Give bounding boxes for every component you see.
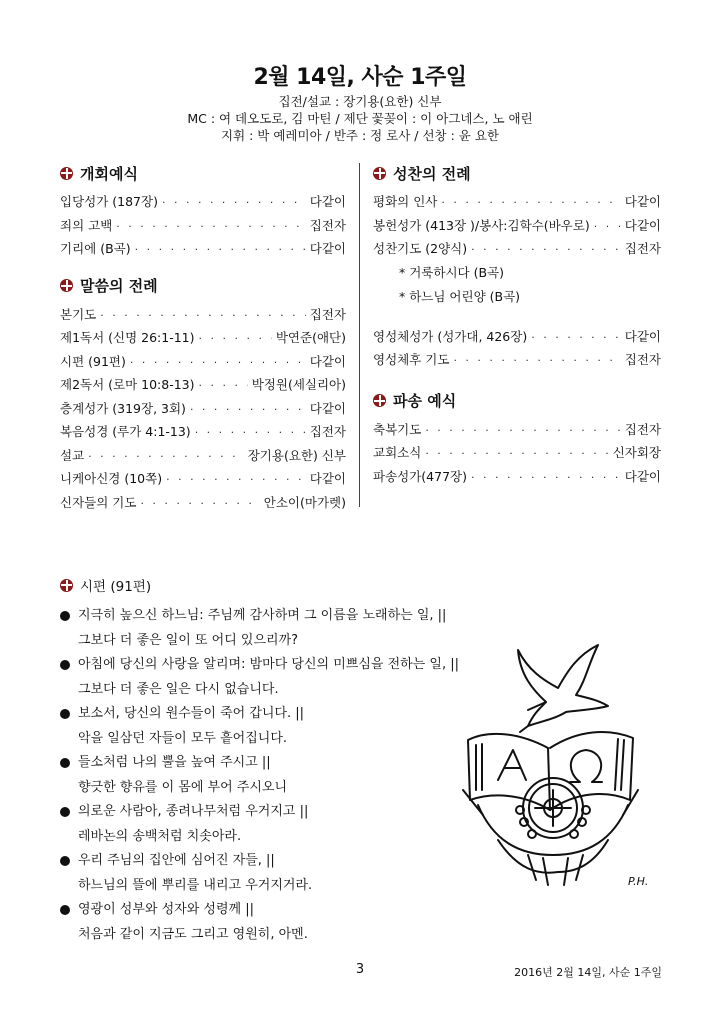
leader-dots (100, 304, 306, 328)
order-item-name: 영성체성가 (성가대, 426장) (373, 328, 528, 344)
order-item-who: 다같이 (309, 353, 346, 369)
leader-dots (531, 326, 621, 350)
credits (0, 93, 720, 144)
psalm-verse (60, 653, 480, 702)
order-item-name: 설교 (60, 447, 85, 463)
leader-dots (199, 374, 248, 398)
leader-dots (425, 419, 620, 443)
order-item-name: 성찬기도 (2양식) (373, 241, 468, 256)
section-heading (60, 273, 346, 299)
bullet-icon (60, 660, 70, 670)
order-row (373, 214, 661, 238)
section-heading (373, 388, 661, 414)
bullet-icon (60, 856, 70, 866)
verse-line-1: 아침에 당신의 사랑을 알리며: 밤마다 당신의 미쁘심을 전하는 일, || (78, 657, 459, 672)
section-heading-label: 개회예식 (80, 164, 138, 183)
order-item-who: 집전자 (624, 241, 661, 256)
order-item-name: 층계성가 (319장, 3회) (60, 400, 186, 416)
cross-icon (373, 394, 386, 407)
section-heading-label: 시편 (91편) (80, 579, 152, 595)
order-item-name: 본기도 (60, 306, 97, 322)
leader-dots (140, 492, 259, 516)
order-item-who: 박정원(세실리아) (251, 377, 346, 392)
order-item-name: 제2독서 (로마 10:8-13) (60, 377, 195, 392)
leader-dots (441, 191, 620, 215)
verse-line-1: 영광이 성부와 성자와 성령께 || (78, 902, 254, 917)
credit-line: 집전/설교 : 장기용(요한) 신부 (278, 94, 442, 109)
verse-line-1: 들소처럼 나의 뿔을 높여 주시고 || (78, 755, 271, 770)
order-item-who: 집전자 (624, 352, 661, 367)
order-item-name: 시편 (91편) (60, 353, 126, 369)
leader-dots (162, 191, 306, 215)
order-row (60, 397, 346, 421)
order-row (373, 465, 661, 489)
order-item-who: 다같이 (624, 217, 661, 233)
order-row (373, 348, 661, 372)
order-row (60, 190, 346, 214)
section-heading (60, 160, 346, 186)
order-item-who: 집전자 (309, 424, 346, 439)
order-item-name: 교회소식 (373, 445, 422, 460)
order-row (373, 441, 661, 465)
order-row (60, 467, 346, 491)
order-row (373, 418, 661, 442)
section-heading (373, 160, 661, 186)
leader-dots (88, 445, 244, 469)
leader-dots (166, 468, 306, 492)
psalm-verse (60, 849, 480, 898)
bullet-icon (60, 758, 70, 768)
verse-line-2: 그보다 더 좋은 일은 다시 없습니다. (78, 681, 279, 697)
order-row (373, 325, 661, 349)
leader-dots (116, 215, 305, 239)
section-heading-label: 파송 예식 (393, 392, 457, 410)
verse-line-1: 지극히 높으신 하느님: 주님께 감사하며 그 이름을 노래하는 일, || (78, 608, 447, 623)
psalm-section (60, 572, 480, 947)
cross-icon (373, 167, 386, 180)
order-row (373, 237, 661, 261)
bullet-icon (60, 709, 70, 719)
page-number: 3 (355, 962, 365, 977)
left-column (60, 160, 346, 514)
psalm-verse (60, 702, 480, 751)
order-item-name: 평화의 인사 (373, 194, 438, 209)
order-item-who: 안소이(마가렛) (263, 494, 346, 510)
order-item-name: 입당성가 (187장) (60, 194, 158, 209)
order-row (60, 491, 346, 515)
bullet-icon (60, 611, 70, 621)
order-row (60, 237, 346, 261)
leader-dots (471, 238, 621, 262)
order-row (60, 444, 346, 468)
right-column (373, 160, 661, 488)
leader-dots (190, 398, 306, 422)
order-item-who: 장기용(요한) 신부 (247, 447, 346, 463)
leader-dots (130, 351, 306, 375)
order-item-name: 영성체후 기도 (373, 352, 450, 367)
order-item-name: 축복기도 (373, 421, 422, 437)
credit-line: MC : 여 데오도로, 김 마틴 / 제단 꽃꽂이 : 이 아그네스, 노 애린 (187, 111, 533, 126)
cross-icon (60, 279, 73, 292)
alpha-icon (498, 750, 526, 780)
sub-item: * 거룩하시다 (B곡) (399, 264, 504, 280)
footer-date: 2016년 2월 14일, 사순 1주일 (514, 966, 662, 979)
verse-line-2: 향긋한 향유를 이 몸에 부어 주시오니 (78, 779, 288, 795)
order-row (60, 373, 346, 397)
order-item-who: 다같이 (624, 468, 661, 484)
verse-line-2: 레바논의 송백처럼 치솟아라. (78, 828, 242, 844)
order-row (60, 350, 346, 374)
leader-dots (594, 215, 621, 239)
cross-icon (60, 167, 73, 180)
order-item-who: 집전자 (309, 306, 346, 322)
order-item-name: 파송성가(477장) (373, 468, 467, 484)
leader-dots (199, 327, 272, 351)
psalm-verse (60, 751, 480, 800)
psalm-verse (60, 800, 480, 849)
order-item-who: 집전자 (309, 217, 346, 233)
verse-line-2: 그보다 더 좋은 일이 또 어디 있으리까? (78, 632, 299, 648)
verse-line-2: 하느님의 뜰에 뿌리를 내리고 우거지거라. (78, 877, 313, 893)
artist-signature: P.H. (628, 875, 649, 888)
leader-dots (195, 421, 306, 445)
psalm-verse (60, 898, 480, 947)
order-item-who: 다같이 (624, 194, 661, 209)
order-item-who: 신자회장 (612, 445, 661, 460)
page-title: 2월 14일, 사순 1주일 (253, 65, 467, 90)
leader-dots (453, 349, 620, 373)
dove-icon (518, 645, 608, 726)
order-item-who: 박연준(애단) (275, 330, 346, 345)
liturgical-illustration (458, 640, 668, 900)
order-row (60, 420, 346, 444)
order-item-who: 다같이 (309, 241, 346, 256)
order-row (373, 190, 661, 214)
psalm-verse (60, 604, 480, 653)
verse-line-1: 의로운 사람아, 종려나무처럼 우거지고 || (78, 804, 309, 819)
order-item-name: 제1독서 (신명 26:1-11) (60, 330, 195, 345)
section-heading (60, 572, 480, 598)
order-item-who: 다같이 (624, 328, 661, 344)
order-item-who: 다같이 (309, 400, 346, 416)
verse-line-2: 악을 일삼던 자들이 모두 흩어집니다. (78, 730, 288, 746)
order-item-name: 니케아신경 (10쪽) (60, 471, 163, 486)
order-row (60, 214, 346, 238)
leader-dots (425, 442, 608, 466)
order-row (60, 326, 346, 350)
cross-icon (60, 579, 73, 592)
order-item-who: 다같이 (309, 194, 346, 209)
order-item-name: 죄의 고백 (60, 217, 113, 233)
omega-icon (570, 750, 602, 782)
leader-dots (135, 238, 306, 262)
order-item-name: 봉헌성가 (413장 )/봉사:김학수(바우로) (373, 217, 590, 233)
book-icon (468, 734, 550, 810)
leader-dots (471, 466, 621, 490)
verse-line-1: 보소서, 당신의 원수들이 죽어 갑니다. || (78, 706, 305, 721)
sub-item: * 하느님 어린양 (B곡) (399, 288, 521, 304)
bullet-icon (60, 807, 70, 817)
order-item-who: 다같이 (309, 471, 346, 486)
credit-line: 지휘 : 박 예레미아 / 반주 : 정 로사 / 선창 : 윤 요한 (221, 128, 499, 143)
column-divider (359, 163, 360, 507)
verse-line-1: 우리 주님의 집안에 심어진 자들, || (78, 853, 275, 868)
order-item-name: 복음성경 (루가 4:1-13) (60, 424, 191, 439)
order-item-name: 신자들의 기도 (60, 494, 137, 510)
order-item-name: 기리에 (B곡) (60, 241, 131, 256)
order-row (60, 303, 346, 327)
verse-line-2: 처음과 같이 지금도 그리고 영원히, 아멘. (78, 926, 308, 942)
bullet-icon (60, 905, 70, 915)
section-heading-label: 성찬의 전례 (393, 164, 471, 183)
section-heading-label: 말씀의 전례 (80, 277, 158, 295)
order-item-who: 집전자 (624, 421, 661, 437)
